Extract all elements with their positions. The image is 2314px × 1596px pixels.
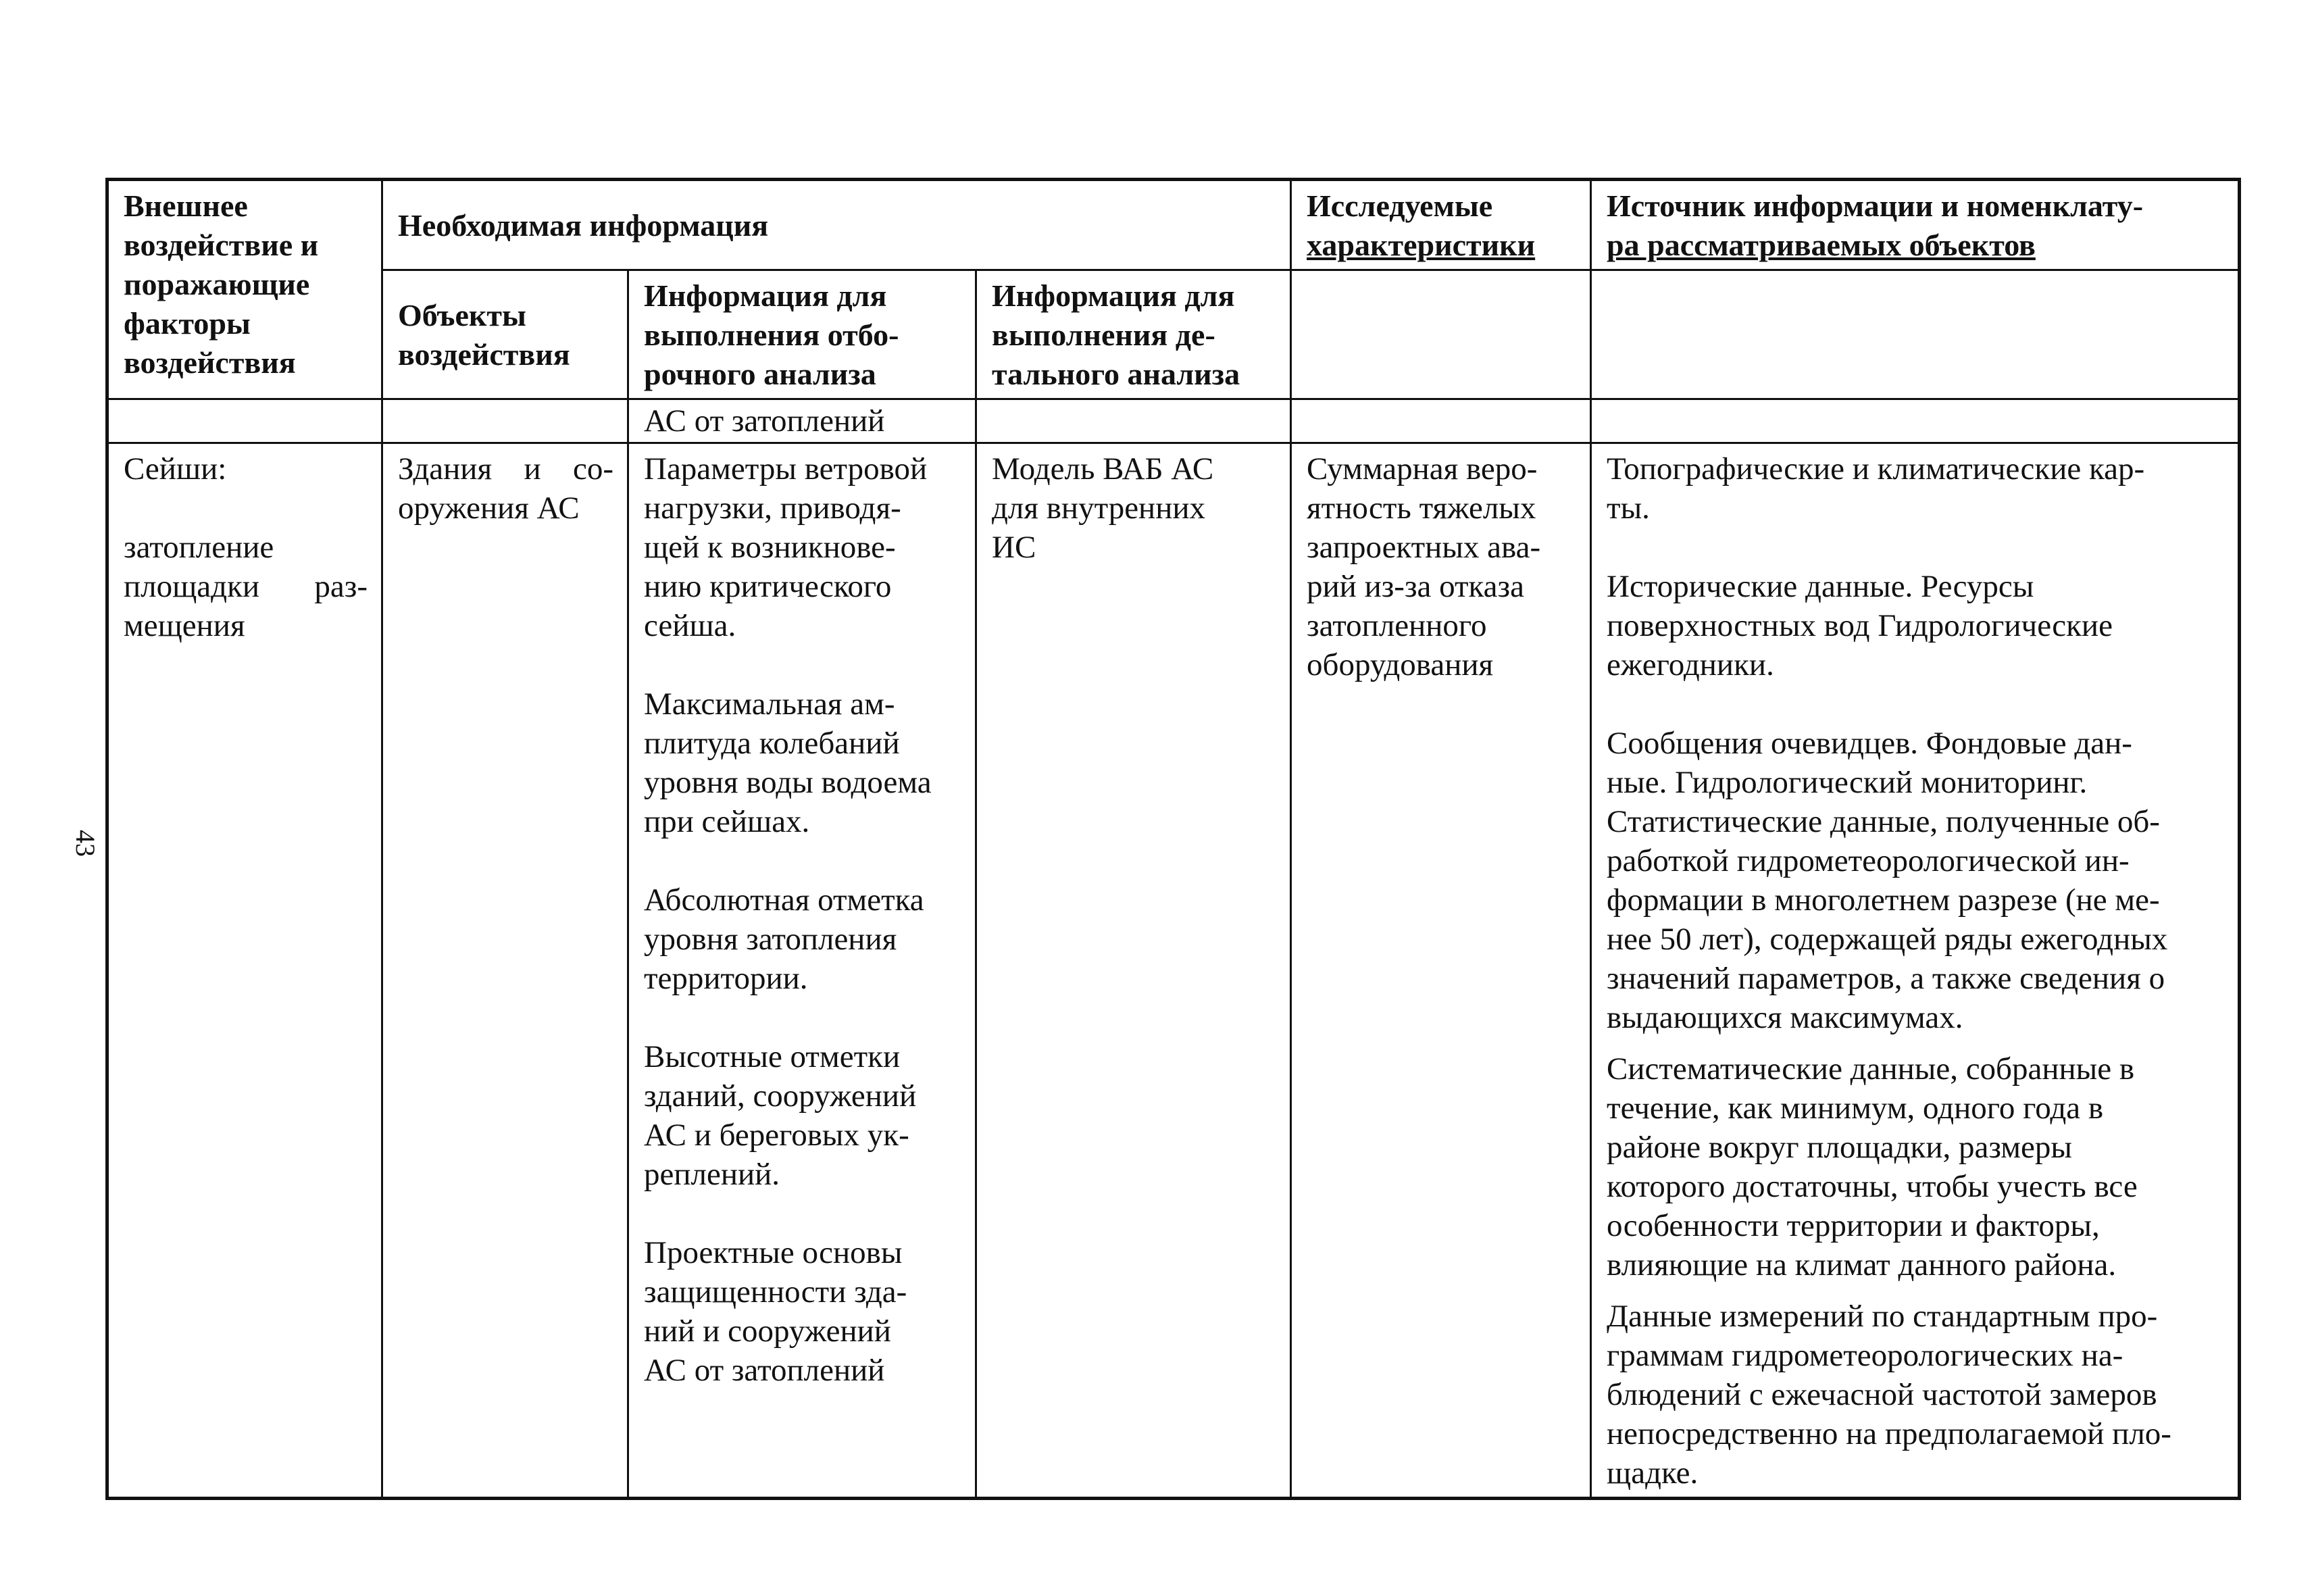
screening-paragraph xyxy=(644,1233,961,1390)
text-line: сейша. xyxy=(644,608,736,643)
header-line: Источник информации и номенклату- xyxy=(1607,189,2144,223)
text-line: нее 50 лет), содержащей ряды ежегодных xyxy=(1607,922,2168,957)
header-line: рочного анализа xyxy=(644,357,876,391)
text-line: Статистические данные, полученные об- xyxy=(1607,804,2160,839)
text-line: работкой гидрометеорологической ин- xyxy=(1607,843,2130,878)
header-information-source xyxy=(1591,180,2240,270)
objects-line: Здания и со- xyxy=(398,451,613,487)
text-line: Систематические данные, собранные в xyxy=(1607,1051,2135,1087)
header-line: Внешнее xyxy=(124,189,248,223)
factor-cell xyxy=(107,443,382,1499)
text-line: Модель ВАБ АС xyxy=(992,451,1214,487)
text-line: особенности территории и факторы, xyxy=(1607,1208,2100,1243)
header-line: воздействие и xyxy=(124,228,319,262)
text-line: непосредственно на предполагаемой пло- xyxy=(1607,1416,2171,1451)
factor-title: Сейши: xyxy=(124,451,227,487)
text-line: ты. xyxy=(1607,491,1650,526)
header-needed-information: Необходимая информация xyxy=(382,180,1291,270)
text-line: уровня затопления xyxy=(644,922,897,957)
text-line: плитуда колебаний xyxy=(644,726,900,761)
text-line: Сообщения очевидцев. Фондовые дан- xyxy=(1607,726,2132,761)
objects-line: оружения АС xyxy=(398,491,580,526)
text-line: течение, как минимум, одного года в xyxy=(1607,1091,2104,1126)
text-line: запроектных ава- xyxy=(1307,530,1541,565)
header-line xyxy=(1307,226,1576,265)
header-screening-analysis xyxy=(628,270,976,399)
continuation-cell xyxy=(976,399,1291,443)
text-line: Суммарная веро- xyxy=(1307,451,1538,487)
header-line: Информация для xyxy=(992,278,1235,313)
text-line: нагрузки, приводя- xyxy=(644,491,901,526)
text-line: Абсолютная отметка xyxy=(644,882,924,918)
continuation-cell xyxy=(1591,399,2240,443)
header-external-impact xyxy=(107,180,382,399)
continuation-cell xyxy=(107,399,382,443)
header-empty-cell xyxy=(1291,270,1591,399)
source-paragraph xyxy=(1607,1297,2224,1493)
header-line xyxy=(1607,226,2224,265)
header-line-text: характеристики xyxy=(1307,228,1536,262)
header-line: факторы xyxy=(124,306,251,341)
text-line: уровня воды водоема xyxy=(644,765,932,800)
detailed-cell xyxy=(976,443,1291,1499)
continuation-screening-cell: АС от затоплений xyxy=(628,399,976,443)
objects-cell xyxy=(382,443,628,1499)
text-line: ежегодники. xyxy=(1607,647,1774,682)
text-line: щей к возникнове- xyxy=(644,530,896,565)
header-empty-cell xyxy=(1591,270,2240,399)
text-line: граммам гидрометеорологических на- xyxy=(1607,1338,2123,1373)
text-line: защищенности зда- xyxy=(644,1274,907,1310)
factor-line: затопление xyxy=(124,530,274,565)
text-line: оборудования xyxy=(1307,647,1494,682)
continuation-row xyxy=(107,399,2240,443)
text-line: влияющие на климат данного района. xyxy=(1607,1247,2117,1282)
text-line: АС от затоплений xyxy=(644,1353,885,1388)
header-row-1 xyxy=(107,180,2240,270)
text-line: нию критического xyxy=(644,569,892,604)
factor-line: площадки раз- xyxy=(124,569,368,604)
text-line: которого достаточны, чтобы учесть все xyxy=(1607,1169,2138,1204)
text-line: формации в многолетнем разрезе (не ме- xyxy=(1607,882,2160,918)
text-line: при сейшах. xyxy=(644,804,810,839)
text-line: значений параметров, а также сведения о xyxy=(1607,961,2165,996)
header-line: поражающие xyxy=(124,267,310,301)
text-line: территории. xyxy=(644,961,808,996)
source-paragraph xyxy=(1607,724,2224,1037)
researched-cell xyxy=(1291,443,1591,1499)
text-line: затопленного xyxy=(1307,608,1487,643)
text-line: районе вокруг площадки, размеры xyxy=(1607,1130,2072,1165)
text-line: Топографические и климатические кар- xyxy=(1607,451,2145,487)
factor-line: мещения xyxy=(124,608,245,643)
header-impact-objects xyxy=(382,270,628,399)
text-line: ные. Гидрологический мониторинг. xyxy=(1607,765,2088,800)
screening-paragraph xyxy=(644,449,961,645)
screening-cell xyxy=(628,443,976,1499)
text-line: Параметры ветровой xyxy=(644,451,928,487)
page-number: 43 xyxy=(70,830,101,857)
screening-paragraph xyxy=(644,684,961,841)
header-line: выполнения де- xyxy=(992,318,1215,352)
header-line: Исследуемые xyxy=(1307,189,1493,223)
text-line: зданий, сооружений xyxy=(644,1078,917,1114)
text-line: рий из-за отказа xyxy=(1307,569,1524,604)
header-line: Информация для xyxy=(644,278,887,313)
header-line: Объекты xyxy=(398,298,526,332)
source-paragraph xyxy=(1607,567,2224,684)
text-line: Высотные отметки xyxy=(644,1039,901,1074)
source-paragraph xyxy=(1607,449,2224,528)
text-line: Проектные основы xyxy=(644,1235,903,1270)
header-row-2 xyxy=(107,270,2240,399)
text-line: Данные измерений по стандартным про- xyxy=(1607,1299,2158,1334)
header-line: воздействия xyxy=(398,337,570,372)
text-line: Исторические данные. Ресурсы xyxy=(1607,569,2034,604)
text-line: ИС xyxy=(992,530,1036,565)
continuation-cell xyxy=(1291,399,1591,443)
screening-paragraph xyxy=(644,880,961,998)
header-researched-characteristics xyxy=(1291,180,1591,270)
text-line: АС и береговых ук- xyxy=(644,1118,909,1153)
source-paragraph xyxy=(1607,1049,2224,1285)
header-line: тального анализа xyxy=(992,357,1240,391)
source-cell xyxy=(1591,443,2240,1499)
text-line: реплений. xyxy=(644,1157,780,1192)
text-line: поверхностных вод Гидрологические xyxy=(1607,608,2113,643)
text-line: выдающихся максимумах. xyxy=(1607,1000,1963,1035)
text-line: для внутренних xyxy=(992,491,1206,526)
text-line: щадке. xyxy=(1607,1455,1699,1491)
text-line: ятность тяжелых xyxy=(1307,491,1536,526)
screening-paragraph xyxy=(644,1037,961,1194)
header-line-text: ра рассматриваемых объектов xyxy=(1607,228,2036,262)
header-line: выполнения отбо- xyxy=(644,318,899,352)
text-line: блюдений с ежечасной частотой замеров xyxy=(1607,1377,2157,1412)
header-line: воздействия xyxy=(124,345,296,380)
header-detailed-analysis xyxy=(976,270,1291,399)
text-line: Максимальная ам- xyxy=(644,687,895,722)
hazard-info-table xyxy=(105,178,2241,1500)
text-line: ний и сооружений xyxy=(644,1314,891,1349)
seiche-row xyxy=(107,443,2240,1499)
continuation-cell xyxy=(382,399,628,443)
